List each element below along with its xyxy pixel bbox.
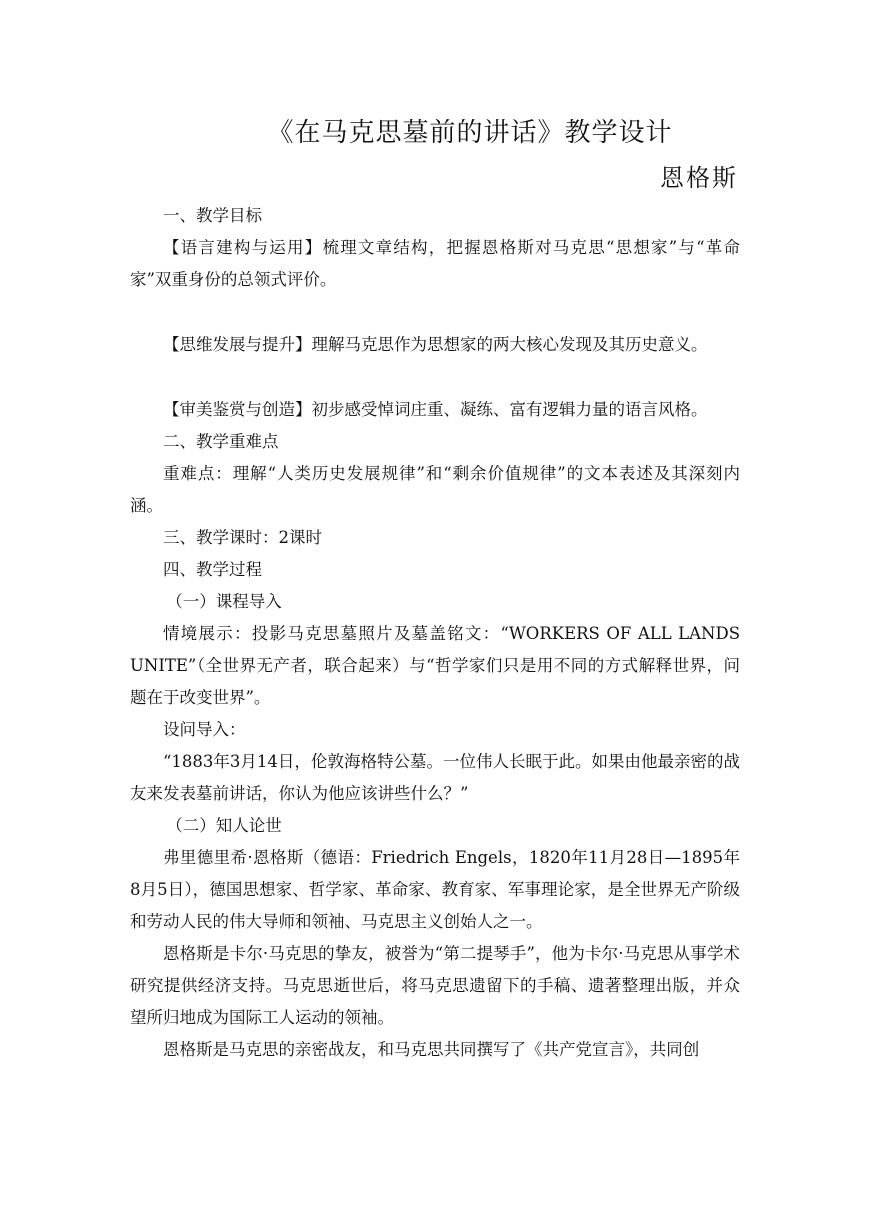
paragraph-engels-comrade: 恩格斯是马克思的亲密战友，和马克思共同撰写了《共产党宣言》，共同创 — [163, 1040, 700, 1059]
document-title: 《在马克思墓前的讲话》教学设计 — [267, 118, 673, 148]
paragraph-question: “1883年3月14日，伦敦海格特公墓。一位伟人长眠于此。如果由他最亲密的战友来发表墓前讲话，你认为他应该讲些什么？” — [130, 752, 740, 803]
paragraph-scenario: 情境展示：投影马克思墓照片及墓盖铭文：“WORKERS OF ALL LANDS UNITE”（全世界无产者，联合起来）与“哲学家们只是用不同的方式解释世界，问题在于改变世界”。 — [130, 624, 740, 707]
subsection-heading-intro: （一）课程导入 — [166, 592, 282, 611]
paragraph-objective-aesthetic: 【审美鉴赏与创造】初步感受悼词庄重、凝练、富有逻辑力量的语言风格。 — [163, 400, 708, 419]
document-author: 恩格斯 — [660, 164, 738, 192]
section-heading-objectives: 一、教学目标 — [163, 206, 262, 225]
paragraph-engels-bio: 弗里德里希·恩格斯（德语：Friedrich Engels，1820年11月28日—1895年8月5日），德国思想家、哲学家、革命家、教育家、军事理论家，是全世界无产阶级和劳动人民的伟大导师和领袖、马克思主义创始人之一。 — [130, 848, 740, 931]
blank-line — [130, 296, 740, 329]
paragraph-objective-thinking: 【思维发展与提升】理解马克思作为思想家的两大核心发现及其历史意义。 — [163, 335, 708, 354]
subsection-heading-background: （二）知人论世 — [166, 816, 282, 835]
section-heading-process: 四、教学过程 — [163, 560, 262, 579]
section-heading-hours: 三、教学课时：2课时 — [163, 528, 322, 547]
blank-line — [130, 361, 740, 394]
section-heading-key-points: 二、教学重难点 — [163, 432, 279, 451]
document-body — [130, 200, 740, 1066]
paragraph-objective-language: 【语言建构与运用】梳理文章结构，把握恩格斯对马克思“思想家”与“革命家”双重身份的总领式评价。 — [130, 238, 740, 289]
paragraph-question-label: 设问导入： — [163, 720, 246, 739]
paragraph-engels-friend: 恩格斯是卡尔·马克思的挚友，被誉为“第二提琴手”，他为卡尔·马克思从事学术研究提供经济支持。马克思逝世后，将马克思遗留下的手稿、遗著整理出版，并众望所归地成为国际工人运动的领袖。 — [130, 944, 740, 1027]
paragraph-key-points: 重难点：理解“人类历史发展规律”和“剩余价值规律”的文本表述及其深刻内涵。 — [130, 464, 740, 515]
